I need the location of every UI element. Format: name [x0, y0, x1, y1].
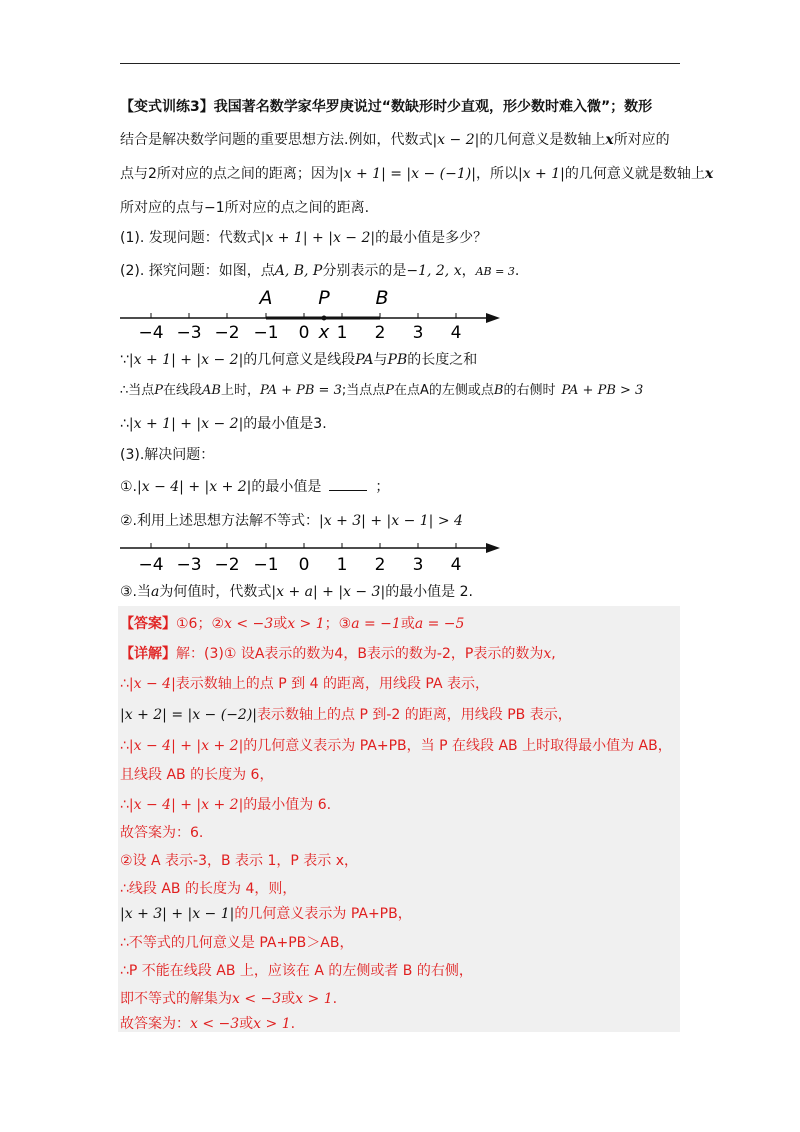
- reason-text-1c: 与: [373, 352, 388, 368]
- point-label-a: A: [259, 287, 273, 309]
- reason-line-3: [120, 414, 327, 434]
- because-symbol: ∵: [120, 352, 129, 368]
- q1-text-b: 的最小值是多少？: [375, 230, 488, 246]
- q2-text-c: ，: [461, 263, 476, 279]
- reason-math-sum-gt: PA + PB > 3: [561, 383, 644, 398]
- question-3-part-3: [120, 582, 473, 602]
- intro-math-abs-x-plus-1: |x + 1|: [517, 166, 565, 182]
- tick-label: 4: [450, 555, 462, 575]
- detail-math-13b: x > 1: [295, 991, 333, 1007]
- answer-math-3: a = −1: [351, 616, 401, 632]
- intro-math-abs-x-minus-2: |x − 2|: [432, 132, 480, 148]
- reason-math-3: |x + 1| + |x − 2|: [128, 416, 244, 432]
- tick-label: 1: [336, 555, 348, 575]
- detail-text-1: 解：(3)① 设A表示的数为4，B表示的数为-2，P表示的数为: [176, 646, 544, 662]
- detail-math-10: |x + 3| + |x − 1|: [120, 906, 235, 922]
- intro-math-x2: x: [704, 166, 714, 182]
- tick-label: 0: [298, 323, 310, 342]
- tick-label: −4: [138, 323, 164, 342]
- detail-text-14c: .: [290, 1016, 296, 1032]
- q3-s3-text: 为何值时，代数式: [159, 584, 272, 600]
- reason-text-2d: ;当点点: [341, 383, 386, 398]
- intro-math-x: x: [605, 132, 614, 148]
- detail-math-6: |x − 4| + |x + 2|: [128, 797, 244, 813]
- reason-text-1d: 的长度之和: [407, 352, 478, 368]
- detail-line-10: [120, 904, 412, 924]
- intro-text-2c: 所对应的: [613, 132, 670, 148]
- answer-math-4: a = −5: [414, 616, 465, 632]
- detail-text-13a: 即不等式的解集为: [120, 991, 232, 1007]
- reason-text-2f: 的右侧时: [503, 383, 556, 398]
- detail-math-14b: x > 1: [253, 1016, 291, 1032]
- q2-text-b: 分别表示的是: [322, 263, 407, 279]
- detail-text-5: 且线段 AB 的长度为 6，: [120, 767, 274, 783]
- tick-label: −3: [176, 555, 202, 575]
- question-1: [120, 228, 487, 248]
- reason-math-p2: P: [385, 383, 394, 398]
- reason-line-2: [120, 381, 643, 401]
- detail-line-2: [120, 674, 489, 694]
- intro-text-4: 所对应的点与−1所对应的点之间的距离.: [120, 200, 370, 216]
- reason-math-b: B: [493, 383, 504, 398]
- detail-text-12: ∴P 不能在线段 AB 上，应该在 A 的左侧或者 B 的右侧，: [120, 963, 473, 979]
- q3-s2-text: ②.利用上述思想方法解不等式：: [120, 513, 320, 529]
- detail-label: 【详解】: [120, 646, 176, 662]
- reason-text-2e: 在点A的左侧或点: [393, 383, 494, 398]
- reason-math-pa: PA: [355, 352, 374, 368]
- q3-s3-end: 的最小值是 2.: [385, 584, 473, 600]
- detail-math-13a: x < −3: [232, 991, 282, 1007]
- q2-math-ab: AB = 3: [475, 265, 515, 278]
- reason-math-pb: PB: [387, 352, 408, 368]
- detail-line-9: [120, 879, 296, 899]
- number-line-1: [118, 286, 508, 342]
- detail-math-14a: x < −3: [190, 1016, 240, 1032]
- header-rule: [120, 63, 680, 64]
- axis-arrow: [486, 543, 500, 553]
- q3-s1-text: 的最小值是: [251, 479, 322, 495]
- intro-text-3c: 的几何意义就是数轴上: [564, 166, 705, 182]
- reason-math-sum-eq: PA + PB = 3: [260, 383, 342, 398]
- intro-line-2: [120, 130, 670, 150]
- tick-label: 0: [298, 555, 310, 575]
- detail-therefore: ∴: [120, 676, 129, 692]
- detail-text-13c: .: [332, 991, 338, 1007]
- tick-label: −1: [253, 323, 279, 342]
- answer-math-1: x < −3: [224, 616, 274, 632]
- q3-s3-math: |x + a| + |x − 3|: [271, 584, 386, 600]
- point-label-x: x: [318, 322, 330, 342]
- detail-therefore-2: ∴: [120, 738, 129, 754]
- tick-label: 2: [374, 555, 386, 575]
- q3-s3-math-a: a: [151, 584, 160, 600]
- intro-text-1: 【变式训练3】我国著名数学家华罗庚说过“数缺形时少直观，形少数时难入微”；数形: [120, 99, 653, 115]
- q2-math-points: A, B, P: [274, 263, 323, 279]
- axis-arrow: [486, 313, 500, 323]
- q3-s1-label: ①.: [120, 479, 138, 495]
- question-3-part-1: [120, 476, 389, 497]
- detail-text-4: 的几何意义表示为 PA+PB，当 P 在线段 AB 上时取得最小值为 AB，: [243, 738, 672, 754]
- intro-math-identity: |x + 1| = |x − (−1)|: [338, 166, 476, 182]
- detail-line-6: [120, 795, 331, 815]
- detail-text-7: 故答案为：6.: [120, 825, 204, 841]
- tick-label: 2: [374, 323, 386, 342]
- tick-label: 3: [412, 323, 424, 342]
- q3-s3-label: ③.当: [120, 584, 152, 600]
- detail-line-7: [120, 823, 203, 843]
- intro-line-1: [120, 97, 652, 117]
- reason-math-ab: AB: [202, 383, 221, 398]
- detail-line-14: [120, 1014, 295, 1034]
- reason-text-2c: 上时，: [221, 383, 261, 398]
- tick-label: −3: [176, 323, 202, 342]
- q1-math: |x + 1| + |x − 2|: [260, 230, 376, 246]
- reason-text-1b: 的几何意义是线段: [243, 352, 356, 368]
- detail-therefore-3: ∴: [120, 797, 129, 813]
- tick-label: −4: [138, 555, 164, 575]
- detail-math-3: |x + 2| = |x − (−2)|: [120, 707, 258, 723]
- detail-line-8: [120, 851, 358, 871]
- detail-line-1: [120, 644, 556, 664]
- reason-line-1: [120, 350, 477, 370]
- q2-text-d: .: [514, 263, 520, 279]
- reason-text-2b: 在线段: [163, 383, 203, 398]
- detail-text-14a: 故答案为：: [120, 1016, 190, 1032]
- detail-text-1c: ,: [551, 646, 556, 662]
- tick-label: 4: [450, 323, 462, 342]
- detail-text-8: ②设 A 表示-3，B 表示 1，P 表示 x，: [120, 853, 359, 869]
- answer-or-2: 或: [400, 616, 415, 632]
- answer-blank[interactable]: [329, 476, 367, 491]
- detail-text-6: 的最小值为 6.: [243, 797, 332, 813]
- intro-line-4: [120, 198, 369, 218]
- point-p-dot: [322, 316, 327, 321]
- tick-label: −1: [253, 555, 279, 575]
- tick-label: 1: [336, 323, 348, 342]
- intro-text-3b: ，所以: [475, 166, 518, 182]
- q1-text-a: (1). 发现问题：代数式: [120, 230, 261, 246]
- number-line-2: [118, 532, 508, 576]
- question-2: [120, 261, 519, 282]
- tick-label: −2: [214, 555, 240, 575]
- q3-s2-math: |x + 3| + |x − 1| > 4: [319, 513, 463, 529]
- q2-text-a: (2). 探究问题：如图，点: [120, 263, 275, 279]
- q2-math-values: −1, 2, x: [406, 263, 462, 279]
- intro-line-3: [120, 164, 713, 184]
- answer-math-2: x > 1: [287, 616, 325, 632]
- detail-or-14: 或: [239, 1016, 254, 1032]
- intro-text-2a: 结合是解决数学问题的重要思想方法.例如，代数式: [120, 132, 433, 148]
- detail-text-10: 的几何意义表示为 PA+PB，: [234, 906, 412, 922]
- detail-line-3: [120, 705, 572, 725]
- detail-text-9: ∴线段 AB 的长度为 4，则，: [120, 881, 297, 897]
- q3-s1-math: |x − 4| + |x + 2|: [137, 479, 252, 495]
- point-label-b: B: [375, 287, 389, 309]
- therefore-symbol: ∴: [120, 416, 129, 432]
- detail-text-2: 表示数轴上的点 P 到 4 的距离，用线段 PA 表示，: [175, 676, 489, 692]
- detail-math-x: x: [543, 646, 552, 662]
- detail-or-13: 或: [281, 991, 296, 1007]
- question-3-title: [120, 445, 214, 465]
- reason-math-p: P: [154, 383, 164, 398]
- detail-text-11: ∴不等式的几何意义是 PA+PB＞AB，: [120, 935, 354, 951]
- reason-math-1: |x + 1| + |x − 2|: [128, 352, 244, 368]
- answer-line: [120, 614, 464, 634]
- answer-label: 【答案】: [120, 616, 176, 632]
- answer-text-2: ；③: [324, 616, 352, 632]
- question-3-part-2: [120, 511, 463, 531]
- detail-math-4: |x − 4| + |x + 2|: [128, 738, 244, 754]
- answer-text-1: ①6；②: [176, 616, 225, 632]
- reason-text-2a: ∴当点: [120, 383, 155, 398]
- detail-text-3: 表示数轴上的点 P 到-2 的距离，用线段 PB 表示，: [257, 707, 572, 723]
- tick-label: 3: [412, 555, 424, 575]
- point-label-p: P: [318, 287, 330, 309]
- detail-line-4: [120, 736, 672, 756]
- q3-s1-end: ；: [375, 479, 390, 495]
- detail-line-13: [120, 989, 337, 1009]
- tick-label: −2: [214, 323, 240, 342]
- reason-text-3b: 的最小值是3.: [243, 416, 327, 432]
- detail-line-5: [120, 765, 273, 785]
- q3-title: (3).解决问题：: [120, 447, 215, 463]
- detail-math-2: |x − 4|: [128, 676, 176, 692]
- intro-text-2b: 的几何意义是数轴上: [479, 132, 606, 148]
- answer-or-1: 或: [273, 616, 288, 632]
- detail-line-12: [120, 961, 473, 981]
- intro-text-3a: 点与2所对应的点之间的距离；因为: [120, 166, 339, 182]
- detail-line-11: [120, 933, 353, 953]
